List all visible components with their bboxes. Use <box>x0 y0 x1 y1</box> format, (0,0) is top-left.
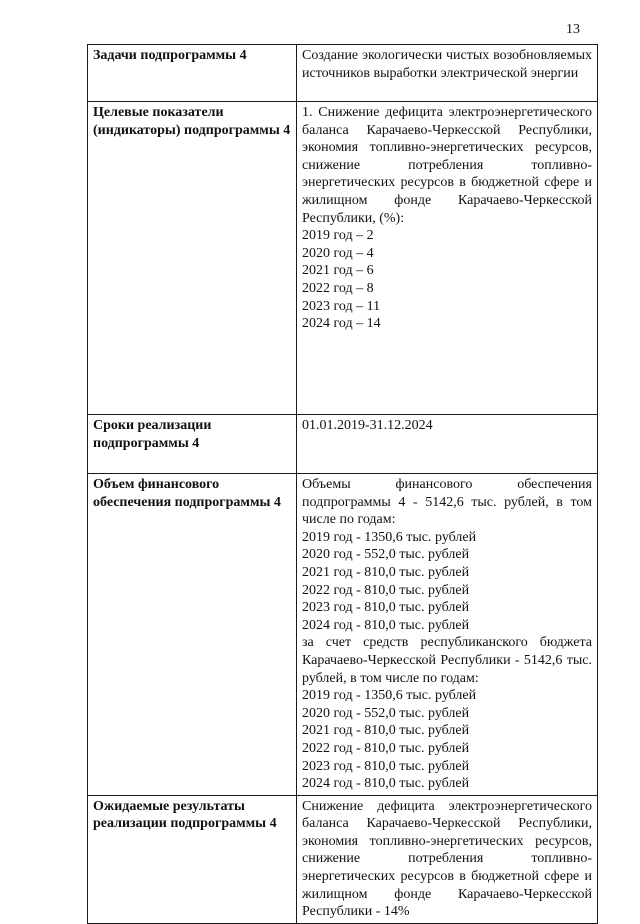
funding-year: 2021 год - 810,0 тыс. рублей <box>302 564 470 580</box>
funding-year: 2024 год - 810,0 тыс. рублей <box>302 617 470 633</box>
funding-total: Объемы финансового обеспечения подпрограммы 4 - 5142,6 тыс. рублей, в том числе по годам: <box>302 477 592 528</box>
funding-regional-year: 2019 год - 1350,6 тыс. рублей <box>302 688 477 704</box>
table-row <box>88 474 598 796</box>
funding-year: 2020 год - 552,0 тыс. рублей <box>302 547 470 563</box>
table-row <box>88 102 598 415</box>
funding-regional-year: 2022 год - 810,0 тыс. рублей <box>302 740 470 756</box>
indicator-year: 2019 год – 2 <box>302 228 374 244</box>
indicator-year: 2021 год – 6 <box>302 263 374 279</box>
row-value: Создание экологически чистых возобновляемых источников выработки электрической энергии <box>297 45 598 102</box>
subprogram-passport-table <box>87 44 598 924</box>
page-number: 13 <box>566 22 580 37</box>
indicator-description: 1. Снижение дефицита электроэнергетического баланса Карачаево-Черкесской Республики, экономия топливно-энергетических ресурсов, снижение потребления топливно-энергетических ресурсов в бюджетной сфере и жилищном фонде Карачаево-Черкесской Республики, (%): <box>302 105 592 226</box>
row-label: Объем финансового обеспечения подпрограммы 4 <box>88 474 297 796</box>
row-label: Задачи подпрограммы 4 <box>88 45 297 102</box>
funding-regional-budget: за счет средств республиканского бюджета Карачаево-Черкесской Республики - 5142,6 тыс. рублей, в том числе по годам: <box>302 635 592 686</box>
table-row <box>88 415 598 474</box>
table-row <box>88 45 598 102</box>
row-value: 01.01.2019-31.12.2024 <box>297 415 598 474</box>
indicator-year: 2023 год – 11 <box>302 298 381 314</box>
row-value <box>297 102 598 415</box>
indicator-year: 2022 год – 8 <box>302 280 374 296</box>
row-label: Ожидаемые результаты реализации подпрограммы 4 <box>88 795 297 923</box>
indicator-year: 2024 год – 14 <box>302 316 381 332</box>
funding-year: 2019 год - 1350,6 тыс. рублей <box>302 529 477 545</box>
funding-year: 2023 год - 810,0 тыс. рублей <box>302 600 470 616</box>
row-label: Сроки реализации подпрограммы 4 <box>88 415 297 474</box>
row-value: Снижение дефицита электроэнергетического баланса Карачаево-Черкесской Республики, экономия топливно-энергетических ресурсов, снижение потребления топливно-энергетических ресурсов в бюджетной сфере и жилищном фонде Карачаево-Черкесской Республики - 14% <box>297 795 598 923</box>
funding-regional-year: 2021 год - 810,0 тыс. рублей <box>302 723 470 739</box>
funding-regional-year: 2020 год - 552,0 тыс. рублей <box>302 705 470 721</box>
funding-regional-year: 2023 год - 810,0 тыс. рублей <box>302 758 470 774</box>
table-row <box>88 795 598 923</box>
indicator-year: 2020 год – 4 <box>302 245 374 261</box>
row-value <box>297 474 598 796</box>
row-label: Целевые показатели (индикаторы) подпрограммы 4 <box>88 102 297 415</box>
funding-regional-year: 2024 год - 810,0 тыс. рублей <box>302 776 470 792</box>
funding-year: 2022 год - 810,0 тыс. рублей <box>302 582 470 598</box>
